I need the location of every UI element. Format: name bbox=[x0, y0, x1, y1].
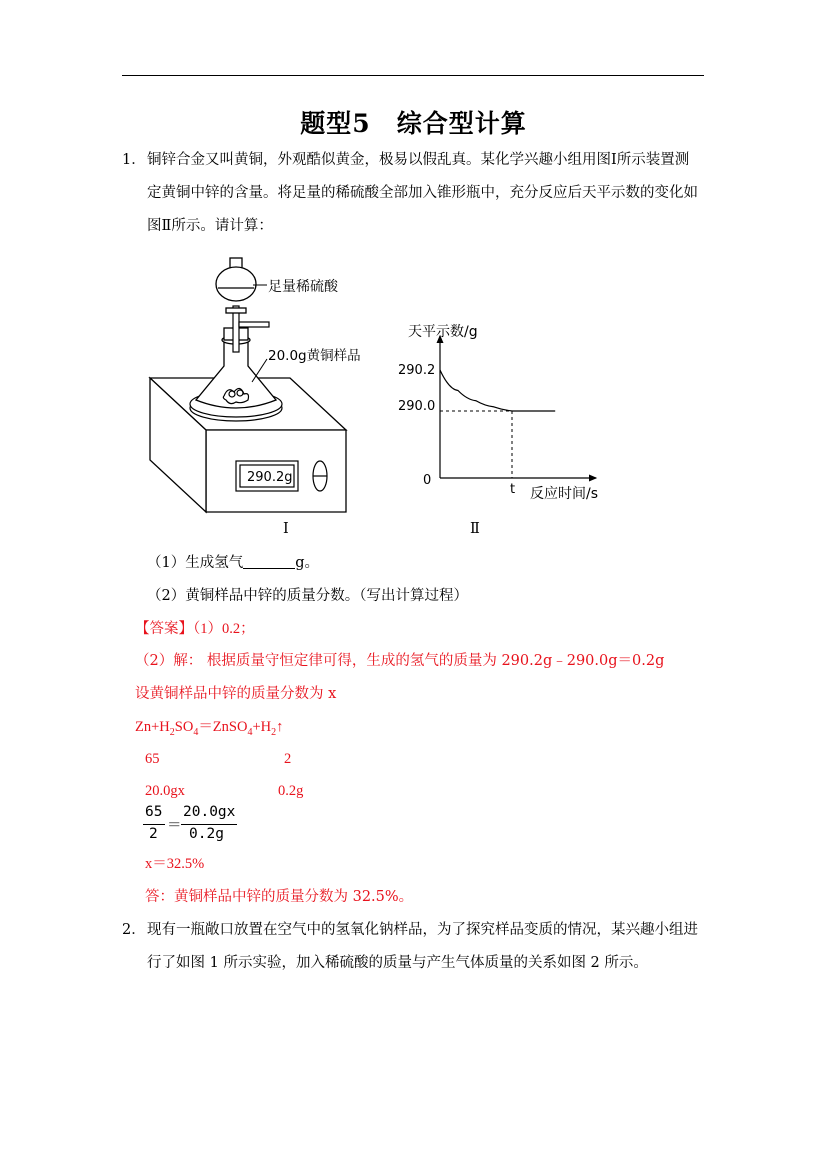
q1-line1: 铜锌合金又叫黄铜，外观酷似黄金，极易以假乱真。某化学兴趣小组用图Ⅰ所示装置测 bbox=[147, 152, 690, 168]
q1-sub1 bbox=[147, 554, 319, 572]
figure-apparatus bbox=[140, 250, 370, 520]
sample-label: 20.0g黄铜样品 bbox=[268, 348, 361, 364]
display-value: 290.2g bbox=[247, 470, 293, 485]
result-x: x＝32.5% bbox=[145, 856, 205, 872]
series-line bbox=[440, 370, 555, 411]
answer-part1: （1）0.2； bbox=[193, 621, 255, 637]
q1-line2: 定黄铜中锌的含量。将足量的稀硫酸全部加入锥形瓶中，充分反应后天平示数的变化如 bbox=[147, 185, 698, 201]
answer-let-x: 设黄铜样品中锌的质量分数为 x bbox=[135, 686, 337, 702]
tare-knob bbox=[313, 461, 327, 491]
q1-line3: 图Ⅱ所示。请计算： bbox=[147, 218, 273, 234]
proportion-fraction: 65 2 ＝ 20.0gx 0.2g bbox=[145, 804, 236, 842]
x-tick-t: t bbox=[510, 482, 516, 497]
figure2-caption: Ⅱ bbox=[470, 521, 480, 537]
answer-line1 bbox=[135, 620, 255, 638]
q1-sub2: （2）黄铜样品中锌的质量分数。（写出计算过程） bbox=[147, 588, 468, 604]
y-tick-290-2: 290.2 bbox=[398, 363, 436, 378]
page-title: 题型5 综合型计算 bbox=[300, 109, 527, 138]
figure1-caption: Ⅰ bbox=[283, 521, 289, 537]
molar-mass-zn: 65 bbox=[145, 751, 160, 767]
molar-mass-h2: 2 bbox=[284, 751, 292, 767]
y-tick-290-0: 290.0 bbox=[398, 399, 436, 414]
q2-line1: 现有一瓶敞口放置在空气中的氢氧化钠样品，为了探究样品变质的情况，某兴趣小组进 bbox=[147, 922, 698, 938]
mass-h2: 0.2g bbox=[278, 783, 304, 799]
origin-label: 0 bbox=[423, 473, 432, 488]
chemical-equation: $Zn+H_2SO_4=ZnSO_4+H_2↑$ bbox=[135, 719, 284, 738]
q1-sub1-pre: （1）生成氢气 bbox=[147, 555, 244, 571]
answer-label: 【答案】 bbox=[135, 621, 193, 637]
x-axis-label: 反应时间/s bbox=[530, 486, 599, 502]
answer-blank bbox=[243, 554, 295, 569]
q2-number: 2． bbox=[122, 922, 146, 938]
q2-line2: 行了如图 1 所示实验，加入稀硫酸的质量与产生气体质量的关系如图 2 所示。 bbox=[147, 955, 648, 971]
figure-balance-chart bbox=[390, 318, 620, 510]
final-answer: 答：黄铜样品中锌的质量分数为 32.5%。 bbox=[145, 889, 414, 905]
header-rule bbox=[122, 75, 704, 76]
q1-sub1-post: g。 bbox=[295, 555, 320, 571]
q1-number: 1． bbox=[122, 152, 146, 168]
y-axis-label: 天平示数/g bbox=[408, 324, 478, 340]
separatory-funnel bbox=[216, 258, 256, 313]
acid-label: 足量稀硫酸 bbox=[268, 279, 338, 295]
answer-part2: （2）解： 根据质量守恒定律可得，生成的氢气的质量为 290.2g﹣290.0g＝0.2g bbox=[135, 653, 665, 669]
mass-zn: 20.0gx bbox=[145, 783, 185, 799]
